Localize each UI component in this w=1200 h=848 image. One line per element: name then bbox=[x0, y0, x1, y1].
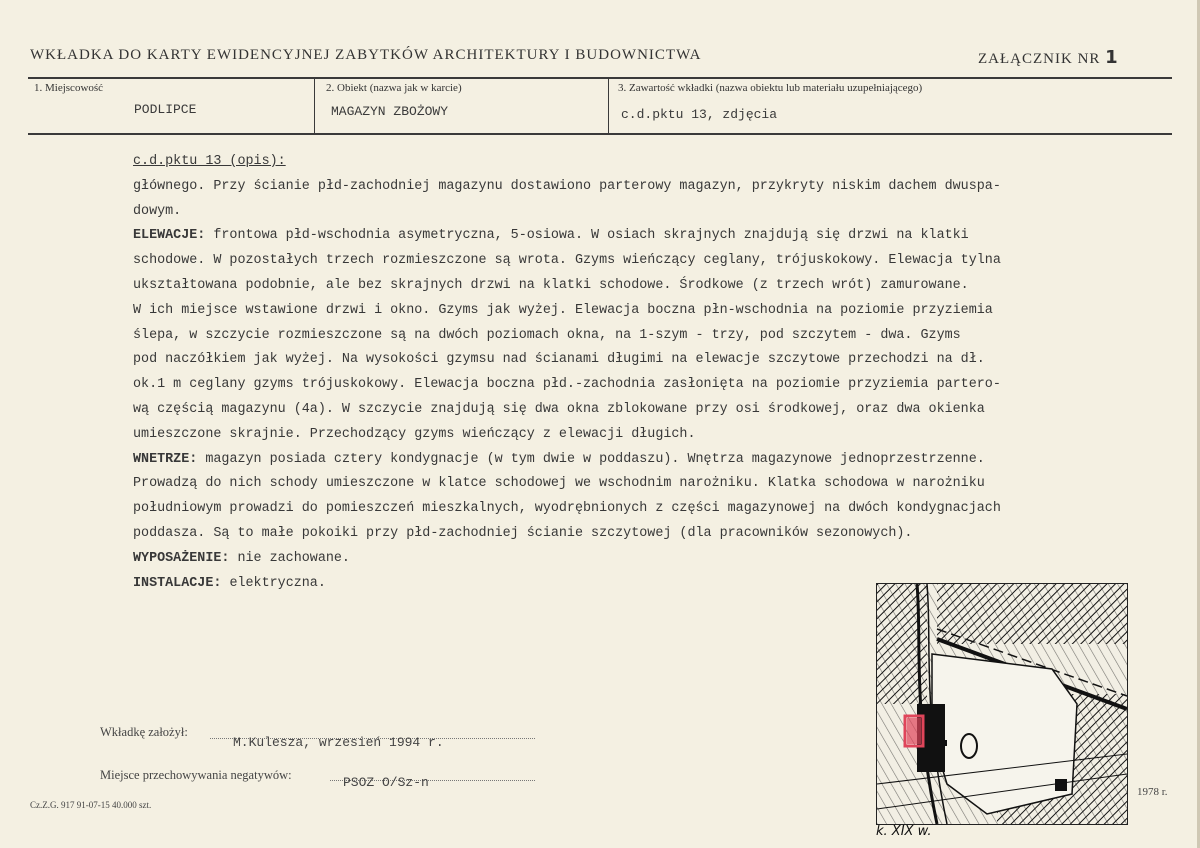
print-info: Cz.Z.G. 917 91-07-15 40.000 szt. bbox=[30, 800, 152, 810]
description-heading: c.d.pktu 13 (opis): bbox=[133, 154, 286, 169]
author-label: Wkładkę założył: bbox=[100, 725, 188, 739]
description-line bbox=[133, 224, 1073, 249]
description-line bbox=[133, 373, 1073, 398]
site-map-drawing bbox=[877, 584, 1127, 824]
map-caption: k. XIX w. bbox=[876, 824, 932, 839]
description-line bbox=[133, 249, 1073, 274]
description-line bbox=[133, 348, 1073, 373]
line-text: nie zachowane. bbox=[229, 550, 350, 566]
line-text: ok.1 m ceglany gzyms trójuskokowy. Elewacja boczna płd.-zachodnia zasłonięta na poziomie przyziemia partero- bbox=[133, 377, 1001, 393]
place-label: 1. Miejscowość bbox=[34, 82, 104, 94]
object-label: 2. Obiekt (nazwa jak w karcie) bbox=[326, 82, 462, 94]
site-map bbox=[876, 583, 1128, 825]
line-text: umieszczone skrajnie. Przechodzący gzyms wieńczący z elewacji długich. bbox=[133, 426, 696, 442]
negatives-value: PSOZ O/Sz-n bbox=[343, 775, 429, 790]
description-line bbox=[133, 398, 1073, 423]
line-text: W ich miejsce wstawione drzwi i okno. Gzyms jak wyżej. Elewacja boczna płn-wschodnia na poziomie przyziemia bbox=[133, 302, 993, 318]
content-label: 3. Zawartość wkładki (nazwa obiektu lub materiału uzupełniającego) bbox=[618, 82, 923, 94]
section-keyword: INSTALACJE: bbox=[133, 575, 222, 591]
description-line bbox=[133, 200, 1073, 225]
negatives-label: Miejsce przechowywania negatywów: bbox=[100, 768, 292, 782]
content-value: c.d.pktu 13, zdjęcia bbox=[621, 107, 778, 122]
description-line bbox=[133, 299, 1073, 324]
line-text: Prowadzą do nich schody umieszczone w klatce schodowej we wschodnim narożniku. Klatka schodowa w narożniku bbox=[133, 476, 985, 492]
line-text: dowym. bbox=[133, 203, 182, 219]
field-divider-1 bbox=[314, 79, 315, 133]
line-text: magazyn posiada cztery kondygnacje (w tym dwie w poddaszu). Wnętrza magazynowe jednoprzestrzenne. bbox=[197, 451, 985, 467]
description-line bbox=[133, 274, 1073, 299]
description-line bbox=[133, 423, 1073, 448]
field-divider-2 bbox=[608, 79, 609, 133]
line-text: ukształtowana podobnie, ale bez skrajnych drzwi na klatki schodowe. Środkowe (z trzech wrót) zamurowane. bbox=[133, 277, 969, 293]
header-top-rule bbox=[28, 77, 1172, 79]
line-text: ślepa, w szczycie rozmieszczone są na dwóch poziomach okna, na 1-szym - trzy, pod szczytem - dwa. Gzyms bbox=[133, 327, 961, 343]
description-line bbox=[133, 547, 1073, 572]
line-text: pod naczółkiem jak wyżej. Na wysokości gzymsu nad ścianami długimi na elewacje szczytowe przechodzi na dł. bbox=[133, 352, 985, 368]
object-value: MAGAZYN ZBOŻOWY bbox=[331, 104, 449, 119]
description-line bbox=[133, 472, 1073, 497]
header-bottom-rule bbox=[28, 133, 1172, 135]
section-keyword: WNETRZE: bbox=[133, 451, 198, 467]
attachment-label: ZAŁĄCZNIK NR bbox=[978, 51, 1101, 67]
description-body bbox=[133, 150, 1073, 596]
description-line bbox=[133, 497, 1073, 522]
attachment-number-value: 1 bbox=[1105, 47, 1119, 68]
place-value: PODLIPCE bbox=[134, 102, 197, 117]
section-keyword: WYPOSAŻENIE: bbox=[133, 550, 230, 566]
line-text: poddasza. Są to małe pokoiki przy płd-zachodniej ścianie szczytowej (dla pracowników sezonowych). bbox=[133, 525, 913, 541]
line-text: południowym prowadzi do pomieszczeń mieszkalnych, wyodrębnionych z części magazynowej na dwóch kondygnacjach bbox=[133, 501, 1001, 517]
description-line bbox=[133, 324, 1073, 349]
description-line bbox=[133, 175, 1073, 200]
description-line bbox=[133, 522, 1073, 547]
line-text: elektryczna. bbox=[221, 575, 326, 591]
description-line bbox=[133, 448, 1073, 473]
description-lines bbox=[133, 175, 1073, 597]
attachment-number bbox=[978, 47, 1119, 68]
line-text: głównego. Przy ścianie płd-zachodniej magazynu dostawiono parterowy magazyn, przykryty niskim dachem dwuspa- bbox=[133, 178, 1001, 194]
line-text: schodowe. W pozostałych trzech rozmieszczone są wrota. Gzyms wieńczący ceglany, trójuskokowy. Elewacja tylna bbox=[133, 253, 1001, 269]
line-text: frontowa płd-wschodnia asymetryczna, 5-osiowa. W osiach skrajnych znajdują się drzwi na klatki bbox=[205, 228, 969, 244]
document-title: WKŁADKA DO KARTY EWIDENCYJNEJ ZABYTKÓW ARCHITEKTURY I BUDOWNICTWA bbox=[30, 47, 702, 63]
author-value: M.Kulesza, wrzesień 1994 r. bbox=[233, 735, 444, 750]
map-year: 1978 r. bbox=[1137, 786, 1168, 798]
line-text: wą częścią magazynu (4a). W szczycie znajdują się dwa okna zblokowane przy osi środkowej, oraz dwa okienka bbox=[133, 401, 985, 417]
section-keyword: ELEWACJE: bbox=[133, 228, 206, 244]
